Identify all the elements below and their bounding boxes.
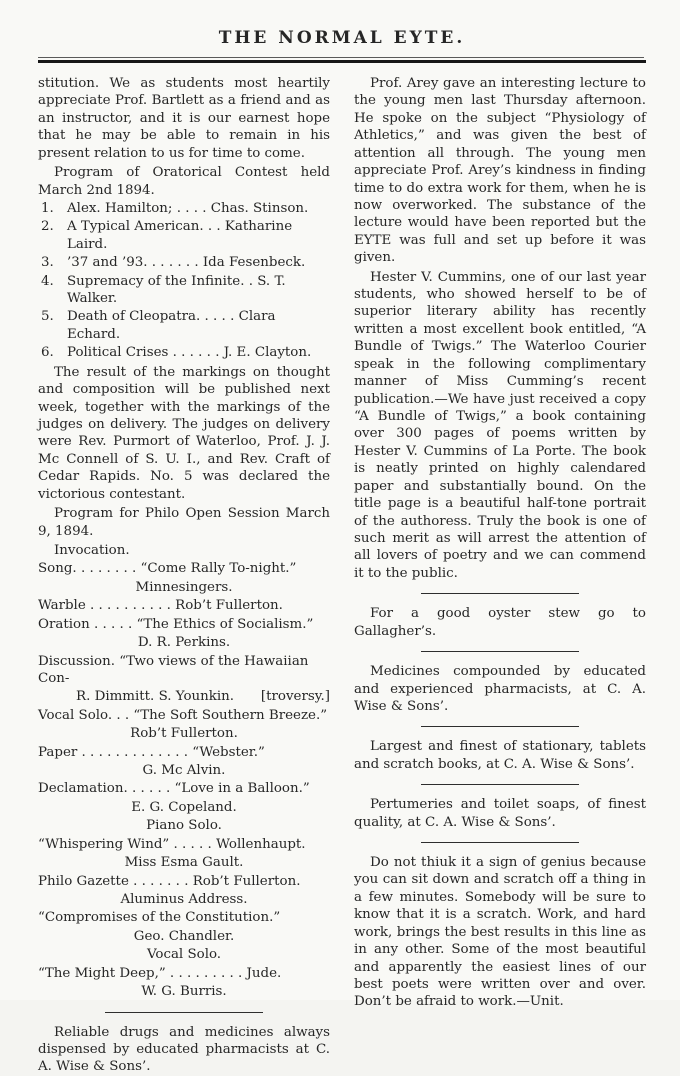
program-line: W. G. Burris. — [141, 984, 227, 1000]
program-line: G. Mc Alvin. — [142, 763, 226, 779]
program-line-discussion-names — [38, 688, 330, 705]
paragraph-genius-unit: Do not thiuk it a sign of genius because you can sit down and scratch off a thing in a few minutes. Somebody will be sure to know that it is a scratch. Work, and hard work, brings the best results in this line as in any other. Some of the most beautiful and apparently the easiest lines of our best poets were written over and over. Don’t be afraid to work.—Unit. — [354, 855, 646, 1010]
paragraph-oratorical-program: Program of Oratorical Contest held March 2nd 1894. — [38, 165, 330, 198]
list-item-number: 2. — [41, 219, 54, 235]
program-line: Minnesingers. — [135, 579, 233, 595]
program-line: Aluminus Address. — [120, 891, 248, 907]
program-line: “Whispering Wind” . . . . . Wollenhaupt. — [38, 836, 306, 852]
list-item — [38, 218, 330, 253]
paragraph-prof-arey: Prof. Arey gave an interesting lecture to the young men last Thursday afternoon. He spoke on the subject “Physiology of Athletics,” and was given the best of attention all through. The young men appreciate Prof. Arey’s kindness in finding time to do extra work for them, when he is now overworked. The substance of the lecture would have been reported but the EYTE was full and set up before it was given. — [354, 76, 646, 266]
masthead-rule-thick — [38, 60, 646, 63]
paragraph-hester-cummins: Hester V. Cummins, one of our last year students, who showed herself to be of superior literary ability has recently written a most excellent book entitled, “A Bundle of Twigs.” The Waterloo Courier speak in the following complimentary manner of Miss Cumming’s recent publication.—We have just received a copy “A Bundle of Twigs,” a book containing over 300 pages of poems written by Hester V. Cummins of La Porte. The book is neatly printed on highly calendared paper and substantially bound. On the title page is a beautiful half-tone portrait of the authoress. Truly the book is one of such merit as will arrest the attention of all lovers of poetry and we can commend it to the public. — [354, 269, 646, 581]
two-column-body — [38, 73, 646, 1076]
program-line: Miss Esma Gault. — [124, 855, 244, 871]
program-line: Philo Gazette . . . . . . . Rob’t Fullerton. — [38, 873, 301, 889]
ad-oyster-stew: For a good oyster stew go to Gallagher’s. — [354, 606, 646, 639]
list-item-text: ’37 and ’93. . . . . . . Ida Fesenbeck. — [67, 255, 306, 271]
program-line: Song. . . . . . . . “Come Rally To-night.” — [38, 561, 297, 577]
list-item — [38, 273, 330, 308]
list-item-text: Death of Cleopatra. . . . . Clara Echard. — [67, 309, 276, 342]
program-line-turnover: [troversy.] — [260, 689, 330, 705]
ad-perfumeries: Pertumeries and toilet soaps, of finest quality, at C. A. Wise & Sons’. — [354, 797, 646, 830]
program-line: E. G. Copeland. — [131, 799, 237, 815]
program-line: Piano Solo. — [146, 818, 222, 834]
section-divider — [421, 651, 579, 652]
program-line: Oration . . . . . “The Ethics of Socialism.” — [38, 616, 314, 632]
section-divider — [421, 784, 579, 785]
list-item-number: 1. — [41, 200, 54, 216]
program-line: “Compromises of the Constitution.” — [38, 910, 281, 926]
program-line: D. R. Perkins. — [137, 635, 231, 651]
program-line: Declamation. . . . . . “Love in a Balloon.” — [38, 781, 310, 797]
masthead-title: THE NORMAL EYTE. — [218, 28, 466, 48]
list-item — [38, 254, 330, 271]
program-line: Vocal Solo. . . “The Soft Southern Breeze.” — [38, 707, 328, 723]
list-item-number: 5. — [41, 309, 54, 325]
ad-stationery: Largest and finest of stationary, tablets and scratch books, at C. A. Wise & Sons’. — [354, 739, 646, 772]
list-item-text: Alex. Hamilton; . . . . Chas. Stinson. — [67, 200, 309, 216]
ad-reliable-drugs: Reliable drugs and medicines always dispensed by educated pharmacists at C. A. Wise & Sons’. — [38, 1024, 330, 1075]
program-line: Rob’t Fullerton. — [130, 726, 238, 742]
program-line: Paper . . . . . . . . . . . . . “Webster.” — [38, 744, 265, 760]
list-item — [38, 200, 330, 217]
section-divider — [421, 593, 579, 594]
ad-medicines: Medicines compounded by educated and experienced pharmacists, at C. A. Wise & Sons’. — [354, 664, 646, 714]
program-line-names: R. Dimmitt. S. Younkin. — [76, 689, 235, 705]
oratorical-contest-list — [38, 200, 330, 362]
program-line: Vocal Solo. — [146, 947, 222, 963]
masthead-rule-thin — [38, 57, 644, 58]
program-line: Discussion. “Two views of the Hawaiian Con- — [38, 653, 309, 686]
list-item — [38, 308, 330, 343]
program-line: “The Might Deep,” . . . . . . . . . Jude. — [38, 965, 282, 981]
paragraph-philo-program: Program for Philo Open Session March 9, 1894. — [38, 506, 330, 539]
philo-program-list — [38, 560, 330, 1000]
list-item-number: 6. — [41, 345, 54, 361]
list-item-text: A Typical American. . . Katharine Laird. — [67, 219, 293, 252]
section-divider — [421, 726, 579, 727]
paragraph-markings-result: The result of the markings on thought and composition will be published next week, together with the markings of the judges on delivery. The judges on delivery were Rev. Purmort of Waterloo, Prof. J. J. Mc Connell of S. U. I., and Rev. Craft of Cedar Rapids. No. 5 was declared the victorious contestant. — [38, 364, 330, 502]
program-line: Geo. Chandler. — [133, 928, 235, 944]
list-item-number: 4. — [41, 273, 54, 289]
paragraph-continuation: stitution. We as students most heartily appreciate Prof. Bartlett as a friend and as an instructor, and it is our earnest hope that he may be able to remain in his present relation to us for time to come. — [38, 76, 330, 161]
list-item-text: Supremacy of the Infinite. . S. T. Walker. — [67, 273, 286, 307]
left-column — [38, 73, 330, 1076]
section-divider — [105, 1012, 263, 1013]
program-line: Warble . . . . . . . . . . Rob’t Fullerton. — [38, 598, 283, 614]
list-item — [38, 344, 330, 361]
list-item-number: 3. — [41, 255, 54, 271]
right-column — [354, 73, 646, 1076]
program-line-invocation: Invocation. — [54, 542, 130, 558]
section-divider — [421, 842, 579, 843]
list-item-text: Political Crises . . . . . . J. E. Clayton. — [67, 345, 312, 361]
